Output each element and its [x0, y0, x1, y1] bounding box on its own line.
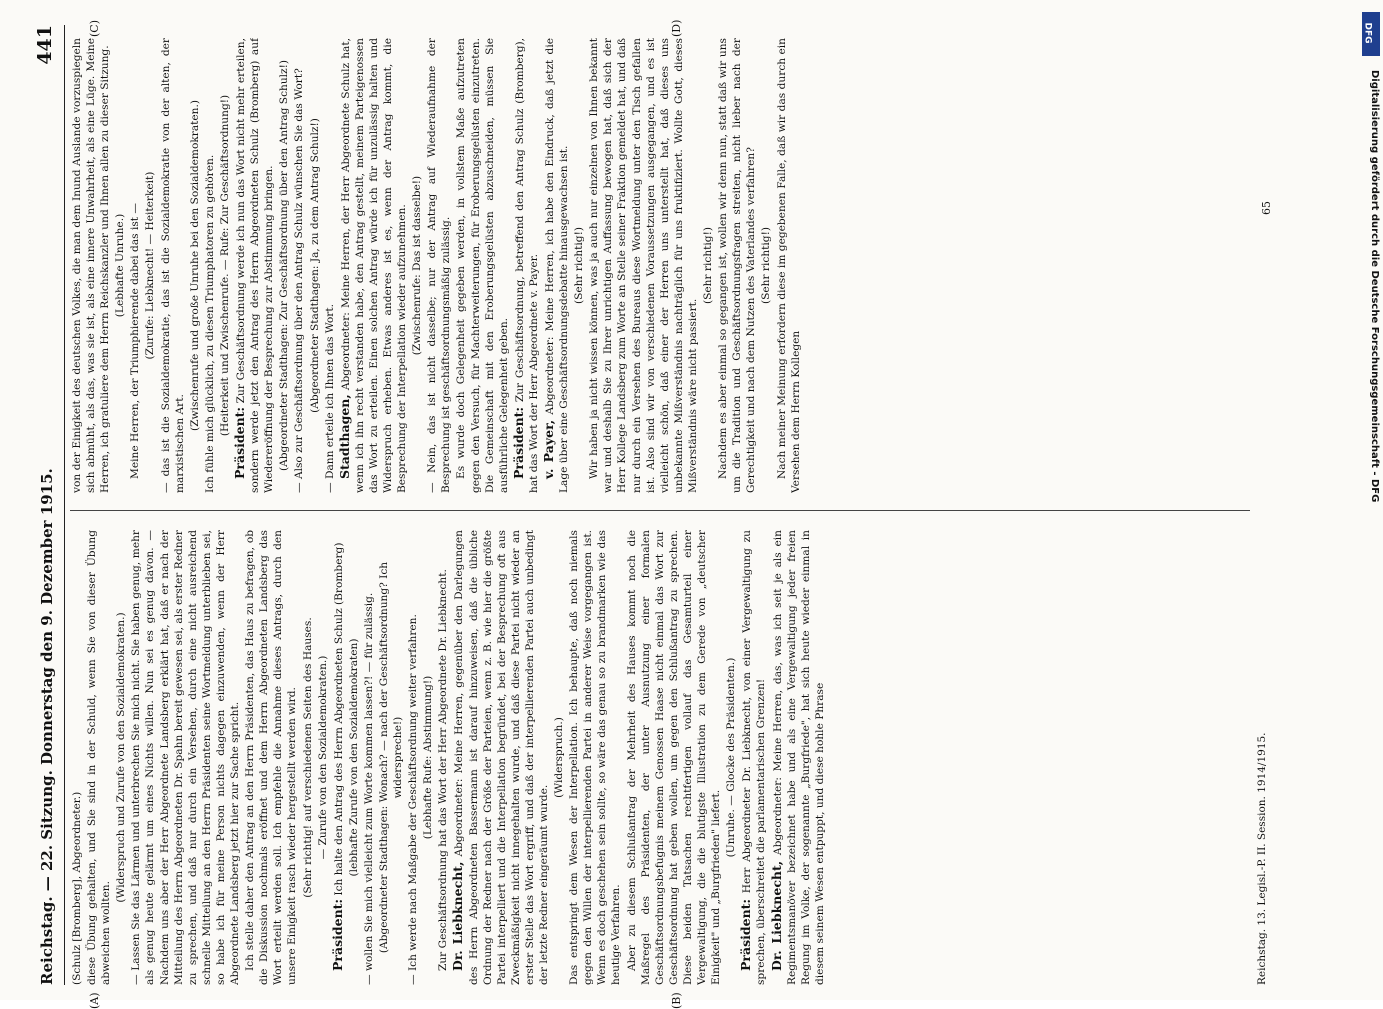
speaker-name: Präsident:: [232, 406, 248, 479]
margin-mark-a: (A): [88, 992, 101, 1009]
speaker-name: Dr. Liebknecht,: [768, 860, 784, 971]
margin-mark-c: (C): [88, 20, 101, 37]
left-column-paragraph: — Zurufe von den Sozialdemokraten.): [316, 655, 329, 860]
header-title: Reichstag. — 22. Sitzung. Donnerstag den 9. Dezember 1915.: [38, 468, 56, 985]
page-header: [30, 25, 65, 985]
right-column-paragraph: (Sehr richtig!): [573, 227, 586, 304]
left-column-paragraph: (Lebhafte Rufe: Abstimmung!): [422, 675, 435, 840]
left-column-paragraph: Aber zu diesem Schlußantrag der Mehrheit des Hauses kommt noch die Maßregel des Präsidenten, der unter Ausnutzung einer formalen Geschäftsordnungsbefugnis meinem Genossen Haase nicht einmal das Wort zur Geschäftsordnung hat geben wollen, um gegen den Schlußantrag zu sprechen. Diese beiden Tatsachen rechtfertigen vollauf das Gesamturteil einer Vergewaltigung, die die blutigste Illustration zu dem Gerede von „deutscher Einigkeit" und „Burgfrieden" liefert.: [625, 530, 723, 985]
right-column-paragraph: von der Einigkeit des deutschen Volkes, die man dem Inund Auslande vorzuspiegeln sich abmüht, als das, was sie ist, als eine innere Unwahrheit, als eine Lüge. Meine Herren, ich gratuliere dem Herrn Reichskanzler und Ihnen allen zu dieser Sitzung.: [71, 38, 112, 493]
left-column-paragraph: diese Übung gehalten, und Sie sind in der Schuld, wenn Sie von dieser Übung abweichen wollten.: [86, 530, 113, 985]
left-column-paragraph: (lebhafte Zurufe von den Sozialdemokraten): [347, 638, 360, 877]
margin-mark-d: (D): [670, 19, 683, 37]
right-column-paragraph: Ich fühle mich glücklich, zu diesen Triumphatoren zu gehören.: [203, 154, 216, 493]
right-column-paragraph: (Sehr richtig!): [760, 227, 773, 304]
right-column-paragraph: Präsident: Zur Geschäftsordnung, betreffend den Antrag Schulz (Bromberg), hat das Wort der Herr Abgeordnete v. Payer.: [510, 38, 540, 493]
speaker-name: Stadthagen,: [336, 394, 352, 479]
speaker-name: Präsident:: [510, 406, 526, 479]
speaker-name: Präsident:: [329, 898, 345, 971]
speaker-name: Dr. Liebknecht,: [450, 861, 466, 971]
speaker-name: Präsident:: [738, 898, 754, 971]
left-column-paragraph: — Ich werde nach Maßgabe der Geschäftsordnung weiter verfahren.: [407, 614, 420, 985]
page-number: 441: [34, 25, 56, 65]
column-right: [70, 38, 1250, 493]
right-column-paragraph: — das ist die Sozialdemokratie, das ist die Sozialdemokratie von der alten, der marxistischen Art.: [159, 38, 186, 493]
right-column-paragraph: (Sehr richtig!): [702, 227, 715, 304]
right-column-paragraph: — Nein, das ist nicht dasselbe; nur der Antrag auf Wiederaufnahme der Besprechung ist geschäftsordnungsmäßig zulässig.: [426, 38, 453, 493]
right-column-paragraph: — Also zur Geschäftsordnung über den Antrag Schulz wünschen Sie das Wort?: [293, 68, 306, 493]
left-column-paragraph: — Lassen Sie das Lärmen und unterbrechen Sie mich nicht. Sie haben genug, mehr als genug heute gelärmt um eines Nichts willen. Nun sei es genug davon. — Nachdem uns aber der Herr Abgeordnete Landsberg erklärt hat, daß er nach der Mitteilung des Herrn Abgeordneten Dr. Spahn bereit gewesen sei, als erster Redner zu sprechen, und daß nur durch ein Versehen, durch eine nicht ausreichend schnelle Mitteilung an den Herrn Präsidenten seine Wortmeldung unterblieben sei, so habe ich für meine Person nichts dagegen einzuwenden, wenn der Herr Abgeordnete Landsberg jetzt hier zur Sache spricht.: [130, 530, 242, 985]
page-footer: Reichstag. 13. Legisl.-P. II. Session. 1914/1915.: [1256, 732, 1268, 985]
left-column-paragraph: Präsident: Herr Abgeordneter Dr. Liebknecht, von einer Vergewaltigung zu sprechen, überschreitet die parlamentarischen Grenzen!: [738, 530, 768, 985]
dfg-logo: DFG: [1362, 12, 1380, 56]
right-column-paragraph: v. Payer, Abgeordneter: Meine Herren, ich habe den Eindruck, daß jetzt die Lage über eine Geschäftsordnungsdebatte hinausgewachsen ist.: [541, 38, 571, 493]
margin-mark-b: (B): [670, 992, 683, 1009]
right-column-paragraph: (Lebhafte Unruhe.): [114, 213, 127, 318]
right-column-paragraph: (Zurufe: Liebknecht! — Heiterkeit): [144, 171, 157, 360]
left-column-paragraph: Ich stelle daher den Antrag an den Herrn Präsidenten, das Haus zu befragen, ob die Diskussion nochmals eröffnet und dem Herrn Abgeordneten Landsberg das Wort erteilt werden soll. Ich empfehle die Annahme dieses Antrags, durch den unsere Einigkeit rasch wieder hergestellt werden wird.: [244, 530, 299, 985]
text-columns: [70, 25, 1250, 985]
left-column-paragraph: (Widerspruch und Zurufe von den Sozialdemokraten.): [115, 612, 128, 903]
left-column-paragraph: (Widerspruch.): [553, 717, 566, 798]
right-column-paragraph: Stadthagen, Abgeordneter: Meine Herren, der Herr Abgeordnete Schulz hat, wenn ich ihn recht verstanden habe, den Antrag gestellt, meinem Parteigenossen das Wort zu erteilen. Einen solchen Antrag würde ich für unzulässig halten und Widerspruch erheben. Etwas anderes ist es, wenn der Antrag kommt, die Besprechung der Interpellation wieder aufzunehmen.: [336, 38, 409, 493]
left-column-paragraph: (Sehr richtig! auf verschiedenen Seiten des Hauses.: [301, 617, 314, 898]
right-column-paragraph: Nach meiner Meinung erfordern diese im gegebenen Falle, daß wir das durch ein Versehen dem Herrn Kollegen: [775, 38, 802, 493]
left-column-paragraph: (Abgeordneter Stadthagen: Wonach? — nach der Geschäftsordnung? Ich widerspreche!): [377, 561, 405, 954]
digitization-credit: Digitalisierung gefördert durch die Deutsche Forschungsgemeinschaft - DFG: [1369, 70, 1380, 503]
right-column-paragraph: Nachdem es aber einmal so gegangen ist, wollen wir denn nun, statt daß wir uns um die Tradition und Geschäftsordnungsfragen streiten, nicht lieber nach der Gerechtigkeit und nach dem Nutzen des Vaterlandes verfahren?: [717, 38, 758, 493]
right-column-paragraph: (Heiterkeit und Zwischenrufe. — Rufe: Zur Geschäftsordnung!): [218, 94, 231, 437]
right-column-paragraph: (Zwischenrufe und große Unruhe bei den Sozialdemokraten.): [188, 100, 201, 431]
left-column-paragraph: Das entspringt dem Wesen der Interpellation. Ich behaupte, daß noch niemals gegen den Willen der interpellierenden Partei in anderer Weise vorgegangen ist. Wenn es doch geschehen sein sollte, so wäre das genau so zu brandmarken wie das heutige Verfahren.: [568, 530, 623, 985]
right-column-paragraph: Wir haben ja nicht wissen können, was ja auch nur einzelnen von Ihnen bekannt war und deshalb Sie zu Ihrer unrichtigen Auffassung bewogen hat, daß sich der Herr Kollege Landsberg zum Worte an Stelle seiner Fraktion gemeldet hat, und daß nur durch ein Versehen des Bureaus diese Wortmeldung unter den Tisch gefallen ist. Also sind wir von verschiedenen Voraussetzungen ausgegangen, und es ist vielleicht schön, daß einer der Herren uns unterstellt hat, daß dieses uns unbekannte Mißverständnis nachträglich für uns fruktifiziert. Wollte Gott, dieses Mißverständnis wäre nicht passiert.: [588, 38, 699, 493]
left-column-paragraph: (Schulz [Bromberg], Abgeordneter.): [71, 791, 83, 985]
column-left: [70, 530, 1250, 985]
right-column-paragraph: Präsident: Zur Geschäftsordnung werde ich nun das Wort nicht mehr erteilen, sondern werde jetzt den Antrag des Herrn Abgeordneten Schulz (Bromberg) auf Wiedereröffnung der Besprechung zur Abstimmung bringen.: [232, 38, 276, 493]
right-column-paragraph: (Abgeordneter Stadthagen: Zur Geschäftsordnung über den Antrag Schulz!): [278, 59, 291, 472]
column-divider: [70, 510, 1250, 511]
left-column-paragraph: — wollen Sie mich vielleicht zum Worte kommen lassen?! — für zulässig.: [362, 592, 375, 985]
left-column-paragraph: Dr. Liebknecht, Abgeordneter: Meine Herren, gegenüber den Darlegungen des Herrn Abgeordneten Bassermann ist darauf hinzuweisen, daß die übliche Ordnung der Redner nach der Größe der Parteien, wenn z. B. wie hier die größte Partei interpelliert und die Interpellation begründet, bei der Besprechung oft aus Zweckmäßigkeit nicht innegehalten wurde, und daß diese Partei nicht wieder an erster Stelle das Wort ergriff, und daß der interpellierenden Partei auch unbedingt der letzte Redner eingeräumt wurde.: [450, 530, 550, 985]
signature-mark: 65: [1260, 201, 1273, 215]
right-column-paragraph: (Zwischenrufe: Das ist dasselbe!): [411, 175, 424, 356]
rotated-page-content: [30, 19, 1340, 1009]
left-column-paragraph: Zur Geschäftsordnung hat das Wort der Herr Abgeordnete Dr. Liebknecht.: [437, 569, 450, 971]
right-column-paragraph: Meine Herren, der Triumphierende dabei das ist —: [129, 203, 142, 479]
speaker-name: v. Payer,: [541, 419, 556, 479]
dfg-sidebar: [1362, 12, 1380, 990]
right-column-paragraph: — Dann erteile ich Ihnen das Wort.: [323, 304, 336, 493]
left-column-paragraph: Präsident: Ich halte den Antrag des Herrn Abgeordneten Schulz (Bromberg): [329, 542, 345, 971]
right-column-paragraph: Es wurde doch Gelegenheit gegeben werden, in vollstem Maße aufzutreten gegen den Versuch, für Machterweiterungen, für Eroberungsgelüsten einzutreten. Die Gemeinschaft mit den Eroberungsgelüsten abzuschneiden, müssen Sie ausführliche Gelegenheit geben.: [455, 38, 510, 493]
left-column-paragraph: (Unruhe. — Glocke des Präsidenten.): [725, 657, 738, 858]
right-column-paragraph: (Abgeordneter Stadthagen: Ja, zu dem Antrag Schulz!): [308, 118, 321, 413]
left-column-paragraph: Dr. Liebknecht, Abgeordneter: Meine Herren, das, was ich seit je als ein Regimentsmanöver bezeichnet habe und als eine Vergewaltigung jeder freien Regung im Volke, der sogenannte „Burgfriede", hat sich heute wieder einmal in diesem seinem Wesen entpuppt, und diese hohle Phrase: [768, 530, 826, 985]
